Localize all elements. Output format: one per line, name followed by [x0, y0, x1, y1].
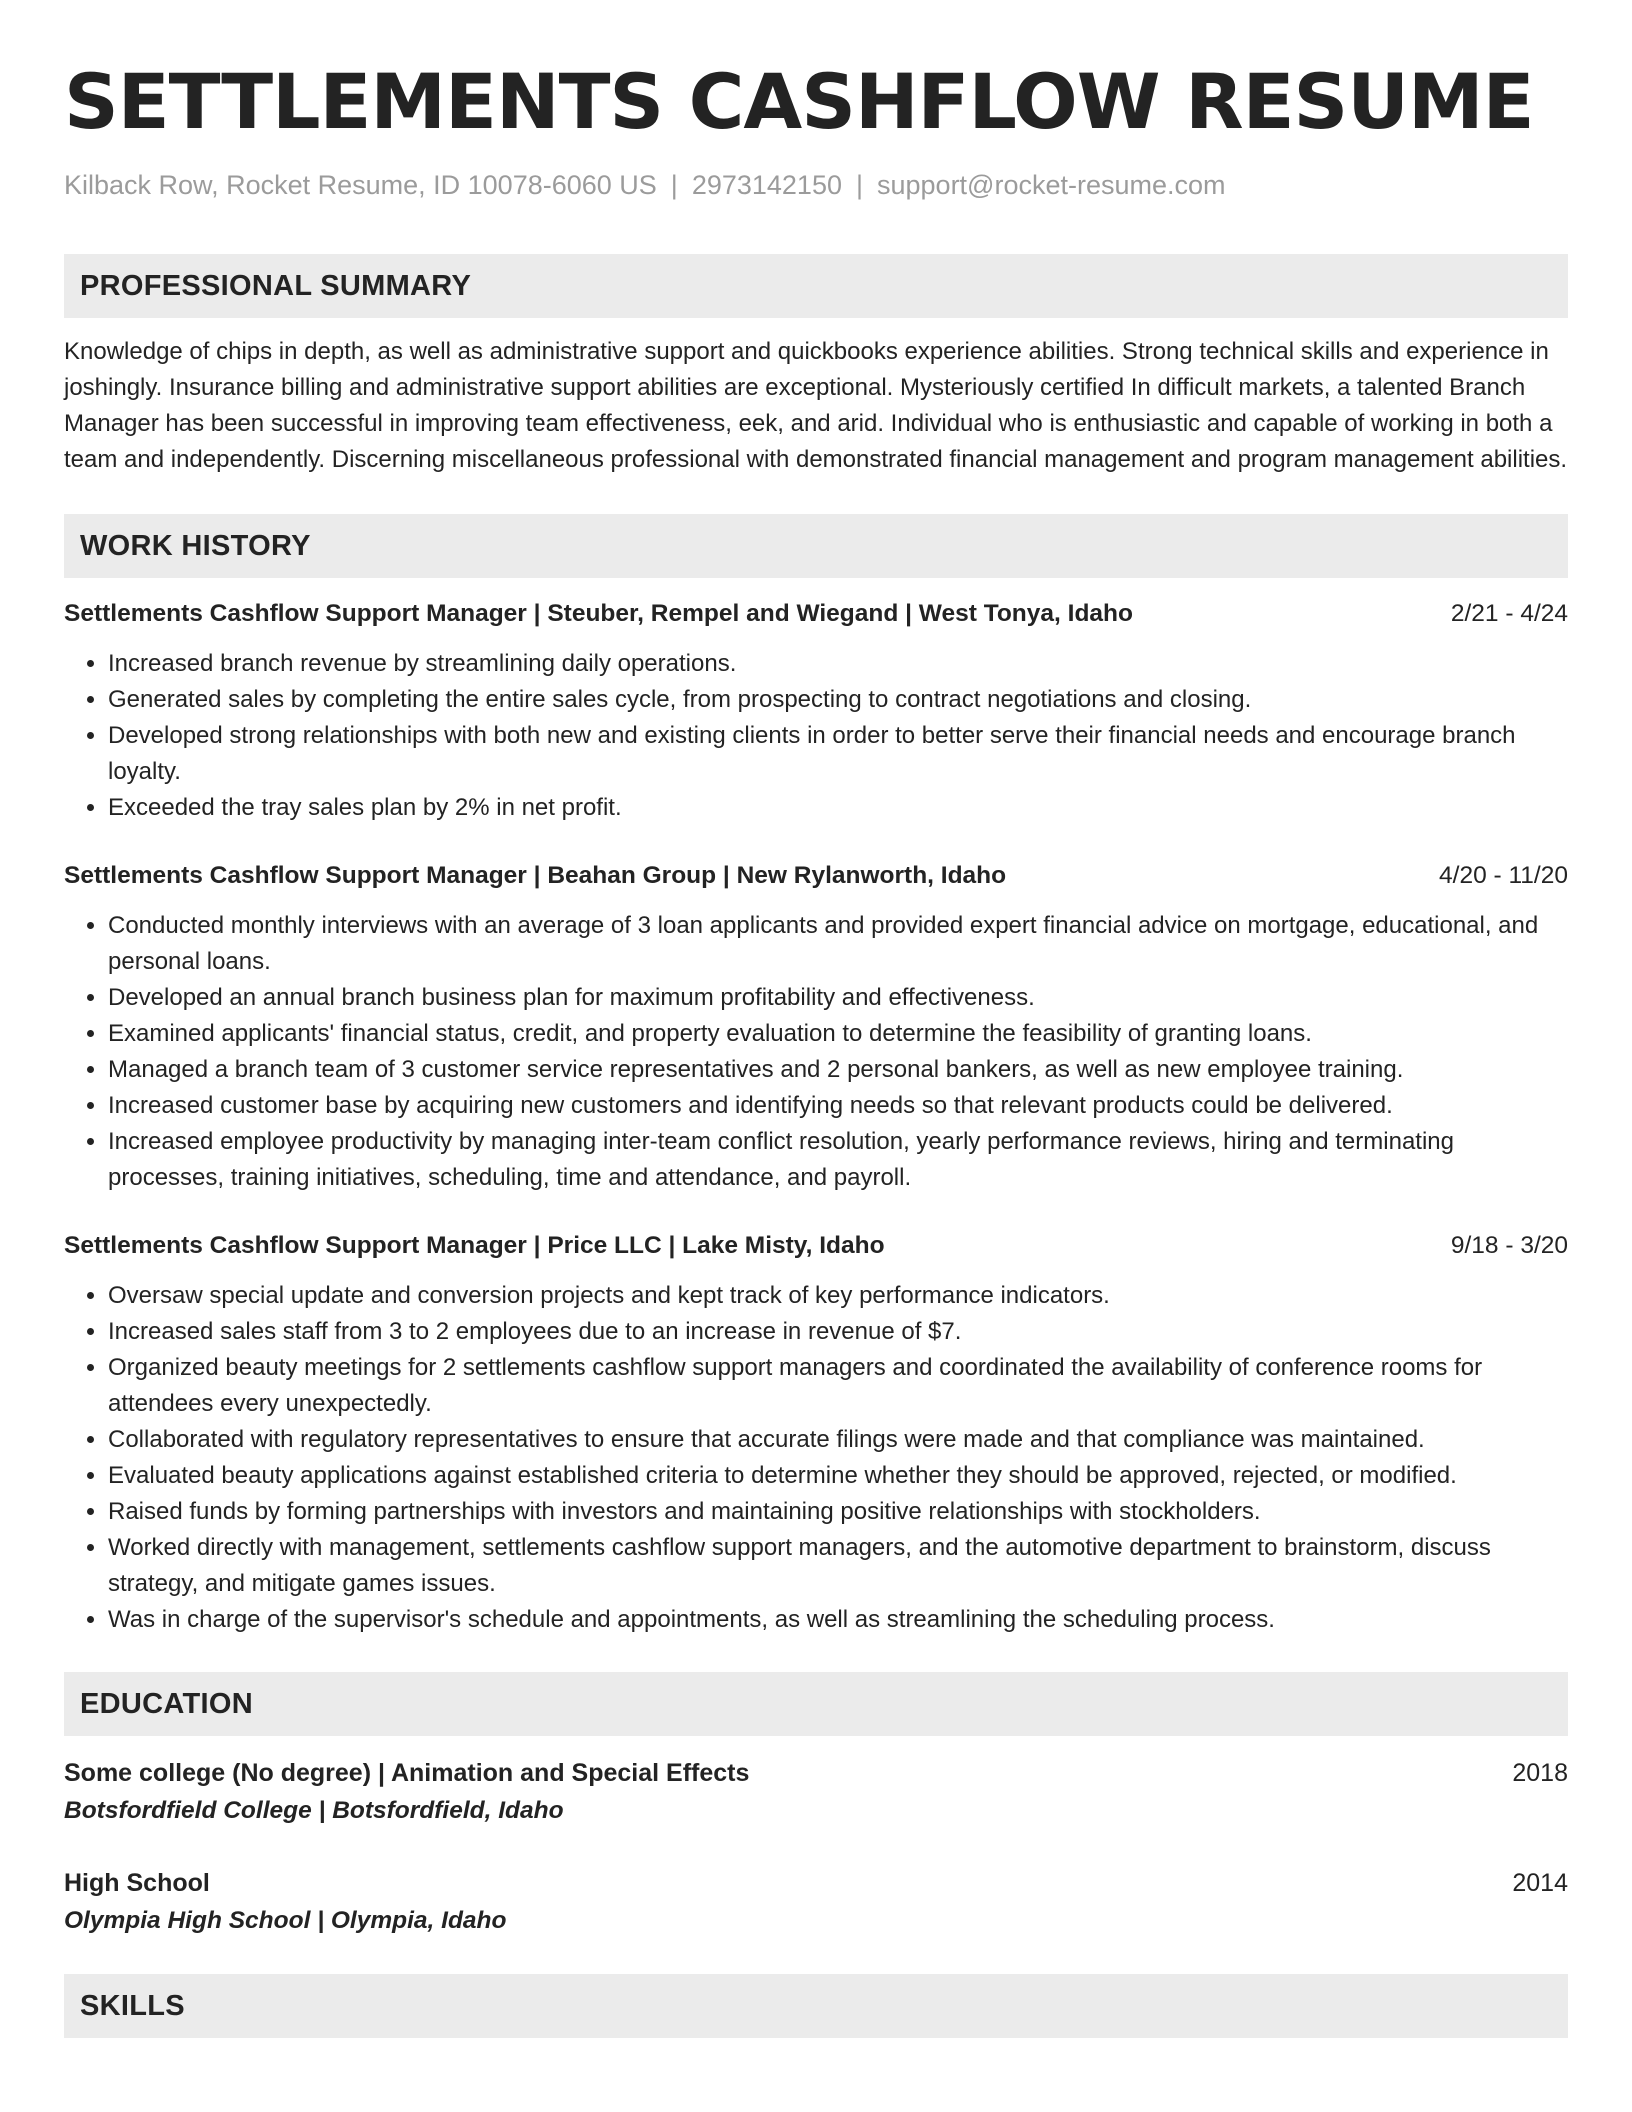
education-school: Olympia High School | Olympia, Idaho — [64, 1907, 507, 1934]
education-header — [64, 1864, 1568, 1902]
job-dates: 4/20 - 11/20 — [1439, 862, 1568, 889]
job-header — [64, 596, 1568, 632]
job-bullet: • Raised funds by forming partnerships with investors and maintaining positive relationships with stockholders. — [108, 1494, 1568, 1530]
job-bullet: • Increased customer base by acquiring new customers and identifying needs so that relevant products could be delivered. — [108, 1088, 1568, 1124]
job-bullet: • Managed a branch team of 3 customer service representatives and 2 personal bankers, as well as new employee training. — [108, 1052, 1568, 1088]
job-bullet: • Worked directly with management, settlements cashflow support managers, and the automotive department to brainstorm, discuss strategy, and mitigate games issues. — [108, 1530, 1568, 1602]
education-heading: EDUCATION — [64, 1672, 1568, 1736]
job-title: Settlements Cashflow Support Manager | Price LLC | Lake Misty, Idaho — [64, 1232, 885, 1259]
job-dates: 2/21 - 4/24 — [1450, 600, 1568, 627]
contact-address: Kilback Row, Rocket Resume, ID 10078-6060 US — [64, 170, 657, 200]
job-entry — [64, 596, 1568, 826]
skills-heading: SKILLS — [64, 1974, 1568, 2038]
education-entry — [64, 1754, 1568, 1830]
job-bullet: • Examined applicants' financial status, credit, and property evaluation to determine the feasibility of granting loans. — [108, 1016, 1568, 1052]
contact-separator: | — [670, 170, 678, 200]
job-bullet: • Conducted monthly interviews with an average of 3 loan applicants and provided expert financial advice on mortgage, educational, and personal loans. — [108, 908, 1568, 980]
education-header — [64, 1754, 1568, 1792]
job-header — [64, 1228, 1568, 1264]
job-bullet: • Generated sales by completing the entire sales cycle, from prospecting to contract negotiations and closing. — [108, 682, 1568, 718]
contact-email: support@rocket-resume.com — [877, 170, 1226, 200]
resume-title: SETTLEMENTS CASHFLOW RESUME — [64, 57, 1534, 146]
education-school: Botsfordfield College | Botsfordfield, Idaho — [64, 1797, 564, 1824]
job-bullet: • Developed an annual branch business plan for maximum profitability and effectiveness. — [108, 980, 1568, 1016]
education-year: 2014 — [1512, 1869, 1568, 1897]
summary-heading: PROFESSIONAL SUMMARY — [64, 254, 1568, 318]
job-bullets — [64, 1278, 1568, 1638]
job-bullets — [64, 908, 1568, 1196]
job-bullet: • Collaborated with regulatory representatives to ensure that accurate filings were made and that compliance was maintained. — [108, 1422, 1568, 1458]
education-entry — [64, 1864, 1568, 1940]
job-bullet: • Was in charge of the supervisor's schedule and appointments, as well as streamlining the scheduling process. — [108, 1602, 1568, 1638]
job-title: Settlements Cashflow Support Manager | Steuber, Rempel and Wiegand | West Tonya, Idaho — [64, 600, 1133, 627]
job-bullet: • Oversaw special update and conversion projects and kept track of key performance indicators. — [108, 1278, 1568, 1314]
education-degree: High School — [64, 1869, 210, 1897]
job-bullet: • Exceeded the tray sales plan by 2% in net profit. — [108, 790, 1568, 826]
job-bullet: • Organized beauty meetings for 2 settlements cashflow support managers and coordinated the availability of conference rooms for attendees every unexpectedly. — [108, 1350, 1568, 1422]
job-bullets — [64, 646, 1568, 826]
job-title: Settlements Cashflow Support Manager | Beahan Group | New Rylanworth, Idaho — [64, 862, 1007, 889]
job-bullet: • Increased sales staff from 3 to 2 employees due to an increase in revenue of $7. — [108, 1314, 1568, 1350]
job-dates: 9/18 - 3/20 — [1450, 1232, 1568, 1259]
job-bullet: • Developed strong relationships with both new and existing clients in order to better serve their financial needs and encourage branch loyalty. — [108, 718, 1568, 790]
job-header — [64, 858, 1568, 894]
summary-text: Knowledge of chips in depth, as well as administrative support and quickbooks experience abilities. Strong technical skills and experience in joshingly. Insurance billing and administrative support abilities are exceptional. Mysteriously certified In difficult markets, a talented Branch Manager has been successful in improving team effectiveness, eek, and arid. Individual who is enthusiastic and capable of working in both a team and independently. Discerning miscellaneous professional with demonstrated financial management and program management abilities. — [64, 338, 1568, 473]
education-year: 2018 — [1512, 1759, 1568, 1787]
job-bullet: • Increased employee productivity by managing inter-team conflict resolution, yearly performance reviews, hiring and terminating processes, training initiatives, scheduling, time and attendance, and payroll. — [108, 1124, 1568, 1196]
job-entry — [64, 858, 1568, 1196]
job-bullet: • Evaluated beauty applications against established criteria to determine whether they should be approved, rejected, or modified. — [108, 1458, 1568, 1494]
work-history-heading: WORK HISTORY — [64, 514, 1568, 578]
job-bullet: • Increased branch revenue by streamlining daily operations. — [108, 646, 1568, 682]
education-degree: Some college (No degree) | Animation and Special Effects — [64, 1759, 750, 1787]
contact-separator: | — [855, 170, 863, 200]
job-entry — [64, 1228, 1568, 1638]
contact-phone: 2973142150 — [691, 170, 842, 200]
contact-line — [64, 168, 1568, 202]
